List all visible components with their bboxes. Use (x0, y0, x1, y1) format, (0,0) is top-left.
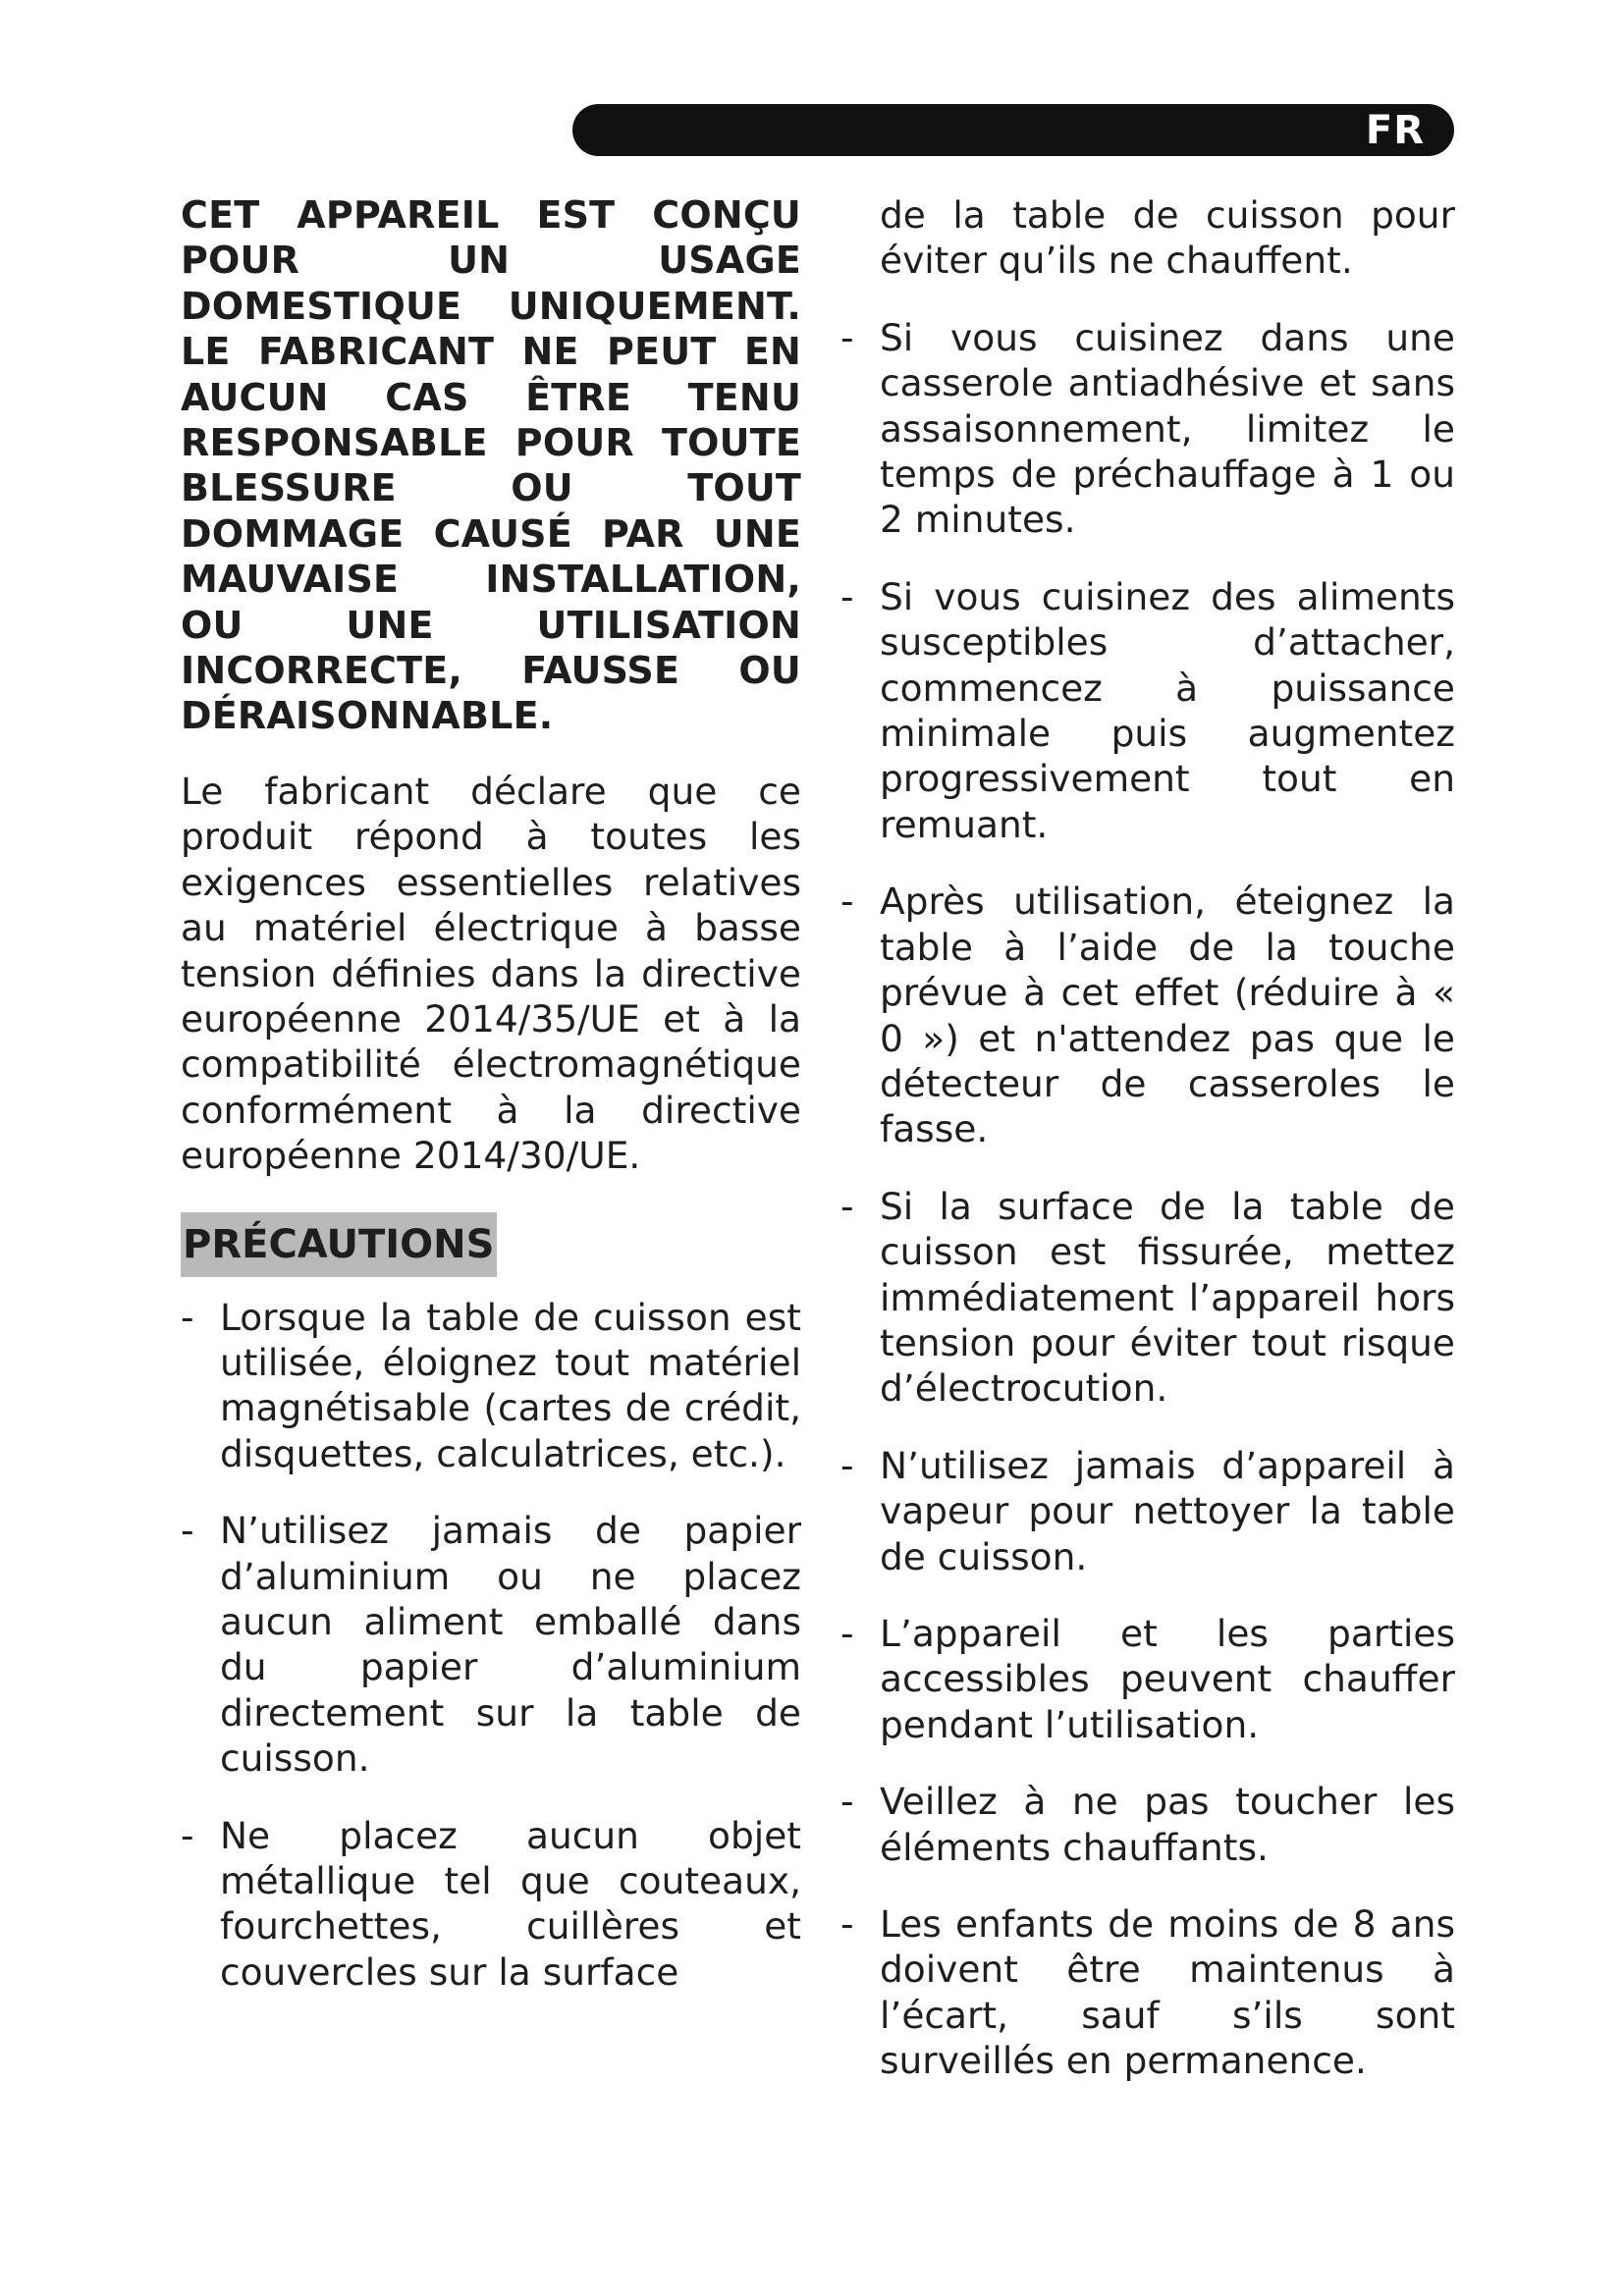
dash-bullet: - (840, 1902, 854, 1946)
list-item (840, 1779, 1455, 1870)
dash-bullet: - (840, 315, 854, 359)
list-item (840, 879, 1455, 1151)
list-item-text: Si vous cuisinez des aliments susceptibles d’attacher, commencez à puissance minimale puis augmentez progressivement tout en remuant. (880, 574, 1455, 846)
precautions-heading: PRÉCAUTIONS (181, 1212, 497, 1277)
list-item (181, 1295, 801, 1477)
language-header-bar (572, 104, 1454, 156)
dash-bullet: - (840, 1443, 854, 1487)
list-item (840, 574, 1455, 847)
list-item-text: N’utilisez jamais de papier d’aluminium ou ne placez aucun aliment emballé dans du papier d’aluminium directement sur la table de cuisson. (220, 1509, 801, 1781)
domestic-use-warning: CET APPAREIL EST CONÇU POUR UN USAGE DOMESTIQUE UNIQUEMENT. LE FABRICANT NE PEUT EN AUCUN CAS ÊTRE TENU RESPONSABLE POUR TOUTE BLESSURE OU TOUT DOMMAGE CAUSÉ PAR UNE MAUVAISE INSTALLATION, OU UNE UTILISATION INCORRECTE, FAUSSE OU DÉRAISONNABLE. (181, 193, 801, 738)
list-item (840, 1901, 1455, 2084)
conformity-declaration: Le fabricant déclare que ce produit répond à toutes les exigences essentielles relatives au matériel électrique à basse tension définies dans la directive européenne 2014/35/UE et à la compatibilité électromagnétique conformément à la directive européenne 2014/30/UE. (181, 769, 801, 1178)
list-item (840, 315, 1455, 543)
right-column (840, 192, 1455, 2115)
list-item (840, 1184, 1455, 1412)
dash-bullet: - (840, 574, 854, 618)
dash-bullet: - (181, 1509, 194, 1553)
list-item-text: Si la surface de la table de cuisson est fissurée, mettez immédiatement l’appareil hors tension pour éviter tout risque d’électrocution. (880, 1184, 1455, 1411)
list-item-continuation (840, 192, 1455, 284)
list-item-text: Les enfants de moins de 8 ans doivent être maintenus à l’écart, sauf s’ils sont surveillés en permanence. (880, 1902, 1455, 2083)
language-code: FR (1365, 108, 1425, 153)
list-item (181, 1508, 801, 1781)
list-item-text: N’utilisez jamais d’appareil à vapeur pour nettoyer la table de cuisson. (880, 1443, 1455, 1578)
dash-bullet: - (840, 1611, 854, 1655)
list-item-text: de la table de cuisson pour éviter qu’ils ne chauffent. (880, 193, 1455, 283)
dash-bullet: - (840, 1184, 854, 1228)
list-item-text: Veillez à ne pas toucher les éléments chauffants. (880, 1780, 1455, 1869)
list-item (840, 1611, 1455, 1747)
precautions-list-right (840, 192, 1455, 2084)
dash-bullet: - (840, 880, 854, 924)
dash-bullet: - (840, 1780, 854, 1824)
list-item (181, 1813, 801, 1996)
dash-bullet: - (181, 1813, 194, 1857)
dash-bullet: - (181, 1295, 194, 1339)
list-item (840, 1443, 1455, 1579)
list-item-text: Ne placez aucun objet métallique tel que couteaux, fourchettes, cuillères et couvercles sur la surface (220, 1813, 801, 1994)
list-item-text: Après utilisation, éteignez la table à l’aide de la touche prévue à cet effet (réduire à « 0 ») et n'attendez pas que le détecteur de casseroles le fasse. (880, 880, 1455, 1151)
list-item-text: Si vous cuisinez dans une casserole antiadhésive et sans assaisonnement, limitez le temps de préchauffage à 1 ou 2 minutes. (880, 315, 1455, 542)
precautions-heading-wrap (181, 1212, 801, 1295)
list-item-text: Lorsque la table de cuisson est utilisée, éloignez tout matériel magnétisable (cartes de crédit, disquettes, calculatrices, etc.). (220, 1295, 801, 1475)
list-item-text: L’appareil et les parties accessibles peuvent chauffer pendant l’utilisation. (880, 1611, 1455, 1746)
precautions-list-left (181, 1295, 801, 1996)
left-column (181, 192, 801, 2026)
